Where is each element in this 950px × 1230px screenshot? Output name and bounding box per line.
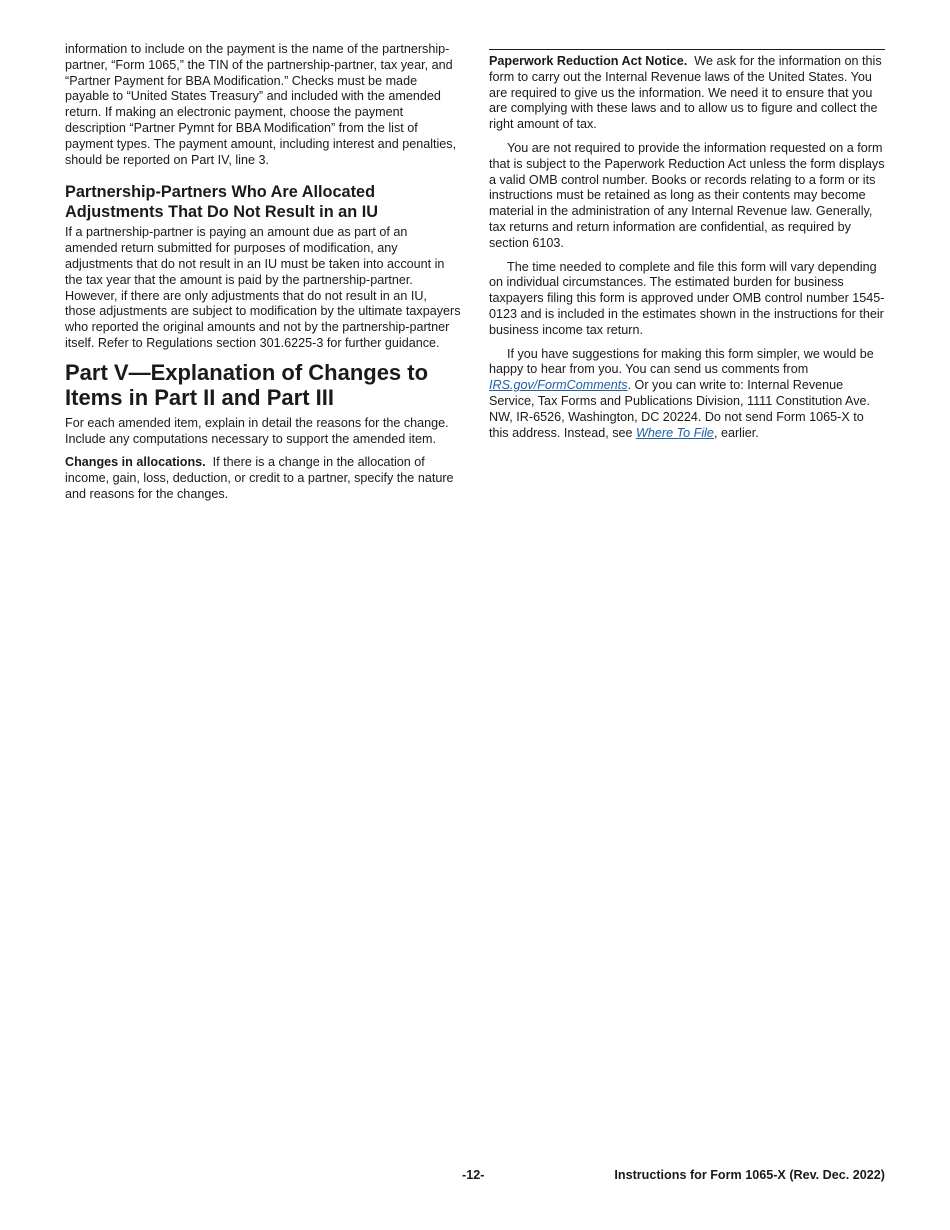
suggestions-paragraph bbox=[489, 347, 885, 442]
paperwork-notice-text: We ask for the information on this form to carry out the Internal Revenue laws of the United States. You are required to give us the information. We need it to ensure that you are complying with these laws and to allow us to figure and collect the right amount of tax. bbox=[489, 54, 882, 132]
omb-paragraph: You are not required to provide the information requested on a form that is subject to the Paperwork Reduction Act unless the form displays a valid OMB control number. Books or records relating to a form or its instructions must be retained as long as their contents may become material in the administration of any Internal Revenue law. Generally, tax returns and return information are confidential, as required by section 6103. bbox=[489, 140, 885, 250]
part-v-heading: Part V—Explanation of Changes to Items in Part II and Part III bbox=[65, 359, 429, 411]
suggestions-text-c: , earlier. bbox=[713, 425, 759, 440]
time-burden-paragraph: The time needed to complete and file this form will vary depending on individual circumstances. The estimated burden for business taxpayers filing this form is approved under OMB control number 1545-0123 and is included in the estimates shown in the instructions for their business income tax return. bbox=[489, 259, 885, 337]
part-v-intro-paragraph: For each amended item, explain in detail the reasons for the change. Include any computations necessary to support the amended item. bbox=[65, 415, 449, 446]
form-title: Instructions for Form 1065-X (Rev. Dec. 2022) bbox=[614, 1168, 885, 1182]
where-to-file-link[interactable]: Where To File bbox=[636, 425, 714, 440]
changes-in-allocations-paragraph bbox=[65, 455, 461, 502]
paperwork-notice-paragraph bbox=[489, 54, 885, 133]
suggestions-text-a: If you have suggestions for making this form simpler, we would be happy to hear from you. You can send us comments from bbox=[489, 346, 874, 377]
changes-in-allocations-lead: Changes in allocations. bbox=[65, 455, 206, 470]
changes-in-allocations-text: If there is a change in the allocation of income, gain, loss, deduction, or credit to a partner, specify the nature and reasons for the changes. bbox=[65, 455, 454, 501]
paperwork-notice-lead: Paperwork Reduction Act Notice. bbox=[489, 54, 688, 68]
partnership-partners-heading: Partnership-Partners Who Are Allocated Adjustments That Do Not Result in an IU bbox=[65, 183, 378, 222]
left-column bbox=[65, 42, 461, 511]
payment-info-paragraph: information to include on the payment is the name of the partnership-partner, “Form 1065,” the TIN of the partnership-partner, tax year, and “Partner Payment for BBA Modification.” Checks must be made payable to “United States Treasury” and included with the amended return. If making an electronic payment, choose the payment description “Partner Pymnt for BBA Modification” from the list of payment types. The payment amount, including interest and penalties, should be reported on Part IV, line 3. bbox=[65, 42, 457, 167]
partnership-partners-paragraph: If a partnership-partner is paying an amount due as part of an amended return submitted for purposes of modification, any adjustments that do not result in an IU must be taken into account in the tax year that the amount is paid by the partnership-partner. However, if there are only adjustments that do not result in an IU, those adjustments are subject to modification by the ultimate taxpayers who reported the original amounts and not by the partnership-partner itself. Refer to Regulations section 301.6225-3 for further guidance. bbox=[65, 225, 461, 350]
suggestions-text-b: . Or you can write to: Internal Revenue Service, Tax Forms and Publications Division, 1111 Constitution Ave. NW, IR-6526, Washington, DC 20224. Do not send Form 1065-X to this address. Instead, see bbox=[489, 378, 871, 440]
form-comments-link[interactable]: IRS.gov/FormComments bbox=[489, 378, 628, 393]
page-number: -12- bbox=[462, 1168, 485, 1182]
right-column bbox=[489, 49, 885, 449]
